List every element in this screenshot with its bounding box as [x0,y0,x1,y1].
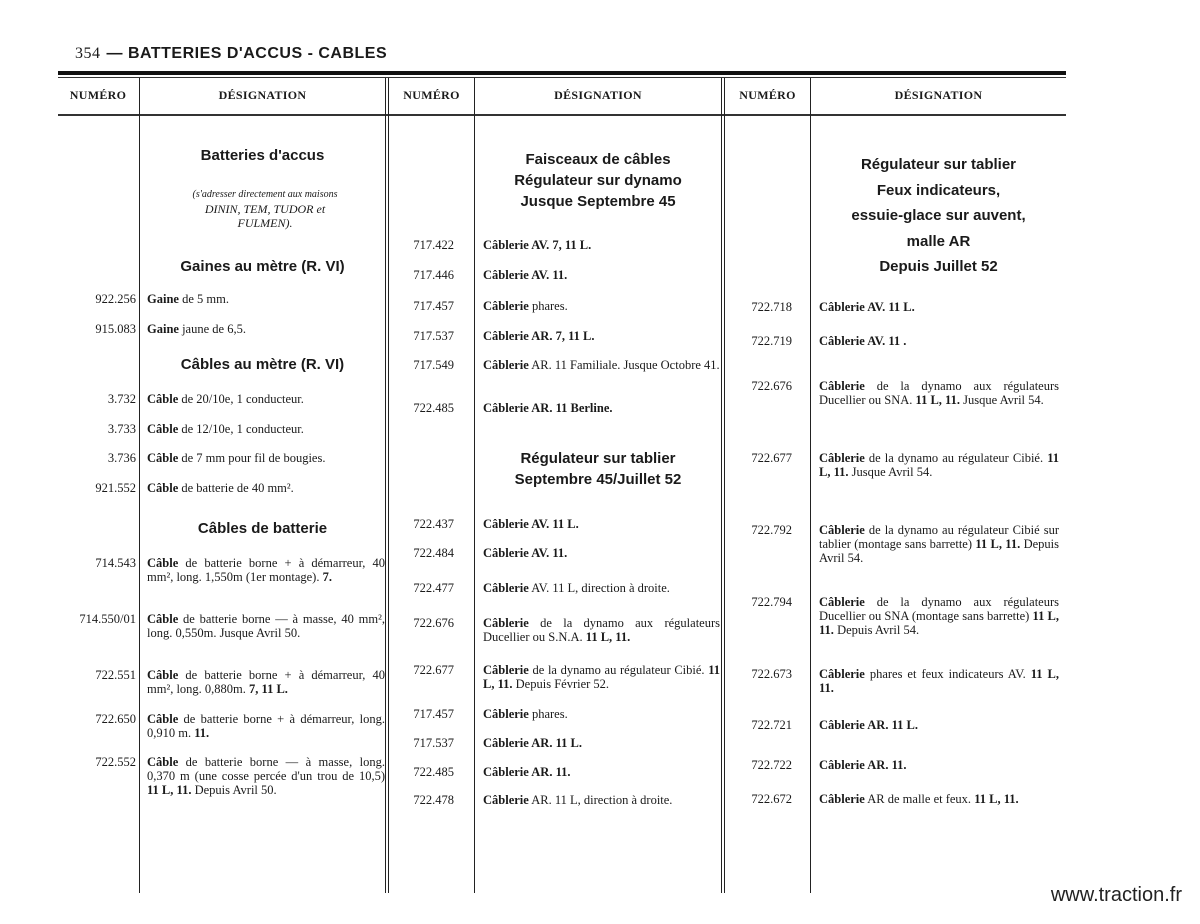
column-header-numero: NUMÉRO [403,88,460,102]
designation-date: Depuis Février 52. [512,677,610,691]
section-line: Faisceaux de câbles [525,151,671,168]
designation-lead: Câblerie [483,268,529,282]
designation-lead: Câblerie [483,299,529,313]
part-designation [483,581,720,595]
page-number: 354 [75,45,101,62]
designation-lead: Câblerie [483,238,529,252]
designation-lead: Câblerie [483,793,529,807]
designation-lead: Câblerie [483,707,529,721]
part-designation [819,379,1059,407]
designation-text: AV. 11. [528,268,568,282]
note-line: DININ, TEM, TUDOR et [204,202,326,216]
page-header [75,45,387,63]
part-designation [147,422,385,436]
designation-lead: Câblerie [483,663,529,677]
part-designation [819,595,1059,637]
designation-text: AV. 11 L. [528,517,579,531]
designation-text: de 12/10e, 1 conducteur. [178,422,304,436]
section-title: Câbles de batterie [197,520,328,537]
designation-models: 11 L, 11. [912,393,960,407]
designation-text: de batterie borne — à masse, long. 0,370 m (une cosse percée d'un trou de 10,5) [147,755,385,783]
designation-text: phares. [528,299,568,313]
designation-lead: Câblerie [819,792,865,806]
designation-text: AR. 11 L. [864,718,918,732]
part-designation [483,517,720,531]
designation-lead: Câblerie [483,358,529,372]
part-number: 717.537 [413,329,454,343]
part-number: 717.537 [413,736,454,750]
designation-models: 11 L, 11. [483,663,720,691]
designation-lead: Gaine [147,322,179,336]
section-title [811,152,1066,280]
part-number: 921.552 [95,481,136,495]
designation-models: 7, 11 L. [245,682,288,696]
designation-text: de 20/10e, 1 conducteur. [178,392,304,406]
part-number: 722.676 [751,379,792,393]
section-title: Batteries d'accus [200,147,325,164]
part-designation [147,451,385,465]
section-title: Câbles au mètre (R. VI) [180,356,345,373]
designation-date: Depuis Avril 50. [191,783,277,797]
designation-date: Jusque Avril 54. [959,393,1044,407]
part-number: 717.446 [413,268,454,282]
part-number: 714.543 [95,556,136,570]
part-designation [819,523,1059,565]
designation-text: AR. 7, 11 L. [528,329,595,343]
designation-lead: Câblerie [483,329,529,343]
designation-text: de 5 mm. [178,292,229,306]
part-designation [483,401,720,415]
designation-text: AR. 11. [528,765,571,779]
part-designation [819,667,1059,695]
designation-text: de la dynamo aux régulateurs Ducellier ou S.N.A. [483,616,720,644]
part-designation [483,299,720,313]
designation-lead: Câble [147,481,179,495]
note-line: (s'adresser directement aux maisons [192,189,338,200]
designation-text: AV. 11 L. [864,300,915,314]
designation-text: de 7 mm pour fil de bougies. [178,451,326,465]
part-number: 3.733 [107,422,136,436]
designation-text: AR. 11 Familiale. Jusque Octobre 41. [528,358,720,372]
designation-lead: Câble [147,392,179,406]
part-designation [483,546,720,560]
section-note [150,188,380,230]
designation-text: phares et feux indicateurs AV. [864,667,1026,681]
part-number: 717.422 [413,238,454,252]
part-designation [147,612,385,640]
designation-date: Depuis Avril 54. [819,537,1059,565]
designation-lead: Câblerie [819,379,865,393]
header-rule-thin [58,77,1066,78]
part-number: 722.552 [95,755,136,769]
designation-text: de la dynamo aux régulateurs Ducellier ou SNA. [819,379,1059,407]
designation-text: jaune de 6,5. [178,322,246,336]
part-number: 722.485 [413,401,454,415]
column-header-rule [58,114,1066,116]
part-number: 722.794 [751,595,792,609]
part-number: 722.792 [751,523,792,537]
section-line: Régulateur sur dynamo [514,172,682,189]
designation-text: de la dynamo au régulateur Cibié. [528,663,705,677]
part-designation [819,334,1059,348]
part-number: 722.478 [413,793,454,807]
designation-lead: Câble [147,712,179,726]
part-number: 722.677 [751,451,792,465]
watermark: www.traction.fr [1050,884,1182,906]
part-designation [147,481,385,495]
designation-text: AR de malle et feux. [864,792,972,806]
part-number: 717.457 [413,707,454,721]
section-line: malle AR [906,232,971,250]
part-number: 722.718 [751,300,792,314]
part-designation [483,663,720,691]
part-number: 722.551 [95,668,136,682]
part-designation [483,329,720,343]
part-number: 722.672 [751,792,792,806]
part-number: 3.732 [107,392,136,406]
part-designation [147,755,385,797]
designation-text: AR. 11 Berline. [528,401,613,415]
part-designation [483,238,720,252]
designation-lead: Câble [147,612,179,626]
designation-lead: Gaine [147,292,179,306]
part-number: 722.484 [413,546,454,560]
designation-lead: Câblerie [483,517,529,531]
column-header-designation: DÉSIGNATION [894,88,983,102]
column-header-numero: NUMÉRO [69,88,127,102]
designation-models: 11 L, 11. [582,630,631,644]
designation-models: 11 L, 11. [819,451,1060,479]
designation-text: AV. 11 L, direction à droite. [528,581,670,595]
part-number: 717.457 [413,299,454,313]
designation-models: 11 L, 11. [972,537,1021,551]
designation-text: AR. 11. [864,758,907,772]
part-designation [483,358,720,372]
designation-models: 7. [319,570,332,584]
designation-date: Jusque Avril 54. [848,465,933,479]
designation-models: 11 L, 11. [147,783,192,797]
designation-lead: Câblerie [819,300,865,314]
section-title [475,448,721,490]
designation-text: de la dynamo au régulateur Cibié sur tablier (montage sans barrette) [819,523,1059,551]
part-designation [147,712,385,740]
part-designation [483,616,720,644]
section-title: Gaines au mètre (R. VI) [180,258,345,275]
designation-text: AV. 11. [528,546,568,560]
section-line: Régulateur sur tablier [860,156,1017,173]
designation-text: AR. 11 L, direction à droite. [528,793,673,807]
section-line: Régulateur sur tablier [520,450,676,467]
designation-lead: Câblerie [819,334,865,348]
part-number: 722.485 [413,765,454,779]
part-designation [483,793,720,807]
designation-text: de batterie borne — à masse, 40 mm², long. 0,550m. Jusque Avril 50. [147,612,385,640]
designation-text: AV. 11 . [864,334,907,348]
designation-text: de la dynamo aux régulateurs Ducellier ou SNA (montage sans barrette) [819,595,1059,623]
section-line: Feux indicateurs, [876,181,1001,199]
designation-lead: Câblerie [819,718,865,732]
designation-text: de la dynamo au régulateur Cibié. [864,451,1044,465]
section-line: essuie-glace sur auvent, [851,207,1026,224]
section-line: Jusque Septembre 45 [520,193,676,210]
designation-lead: Câblerie [483,616,529,630]
column-header-numero: NUMÉRO [739,88,796,102]
designation-lead: Câblerie [819,758,865,772]
part-number: 922.256 [95,292,136,306]
section-line: Depuis Juillet 52 [879,258,998,275]
section-title [475,149,721,212]
column-header-designation: DÉSIGNATION [554,88,642,102]
column-header-designation: DÉSIGNATION [218,88,307,102]
part-number: 915.083 [95,322,136,336]
designation-text: de batterie de 40 mm². [178,481,294,495]
part-number: 717.549 [413,358,454,372]
designation-lead: Câblerie [819,451,865,465]
designation-lead: Câblerie [483,765,529,779]
part-number: 722.721 [751,718,792,732]
designation-text: de batterie borne + à démarreur, long. 0,910 m. [147,712,385,740]
designation-lead: Câble [147,755,179,769]
part-number: 722.719 [751,334,792,348]
designation-lead: Câble [147,422,179,436]
part-designation [819,718,1059,732]
column-divider [721,78,725,893]
part-designation [147,292,385,306]
designation-text: phares. [528,707,568,721]
part-designation [147,322,385,336]
designation-text: AV. 7, 11 L. [528,238,592,252]
column-divider [139,78,140,893]
part-designation [483,268,720,282]
designation-models: 11 L, 11. [819,667,1059,695]
designation-lead: Câblerie [483,546,529,560]
part-designation [819,792,1059,806]
designation-text: de batterie borne + à démarreur, 40 mm², long. 0,880m. [147,668,385,696]
designation-lead: Câblerie [483,581,529,595]
part-designation [819,758,1059,772]
designation-lead: Câble [147,451,179,465]
designation-text: de batterie borne + à démarreur, 40 mm², long. 1,550m (1er montage). [147,556,385,584]
part-number: 3.736 [107,451,136,465]
designation-lead: Câblerie [819,667,865,681]
part-designation [483,736,720,750]
designation-lead: Câblerie [819,523,865,537]
designation-lead: Câble [147,668,179,682]
part-designation [147,668,385,696]
part-designation [483,765,720,779]
note-line: FULMEN). [237,216,293,230]
part-number: 714.550/01 [79,612,136,626]
designation-lead: Câblerie [819,595,865,609]
designation-lead: Câblerie [483,401,529,415]
part-number: 722.437 [413,517,454,531]
part-number: 722.650 [95,712,136,726]
header-rule [58,71,1066,75]
page-title: — BATTERIES D'ACCUS - CABLES [106,45,388,62]
designation-models: 11. [191,726,210,740]
designation-date: Depuis Avril 54. [833,623,920,637]
part-number: 722.673 [751,667,792,681]
part-number: 722.677 [413,663,454,677]
designation-models: 11 L, 11. [819,609,1059,637]
part-designation [819,300,1059,314]
part-designation [483,707,720,721]
designation-text: AR. 11 L. [528,736,582,750]
designation-models: 11 L, 11. [971,792,1019,806]
part-number: 722.477 [413,581,454,595]
column-divider [385,78,389,893]
part-designation [819,451,1059,479]
section-line: Septembre 45/Juillet 52 [514,471,682,488]
part-designation [147,556,385,584]
part-number: 722.676 [413,616,454,630]
part-number: 722.722 [751,758,792,772]
part-designation [147,392,385,406]
designation-lead: Câblerie [483,736,529,750]
designation-lead: Câble [147,556,179,570]
